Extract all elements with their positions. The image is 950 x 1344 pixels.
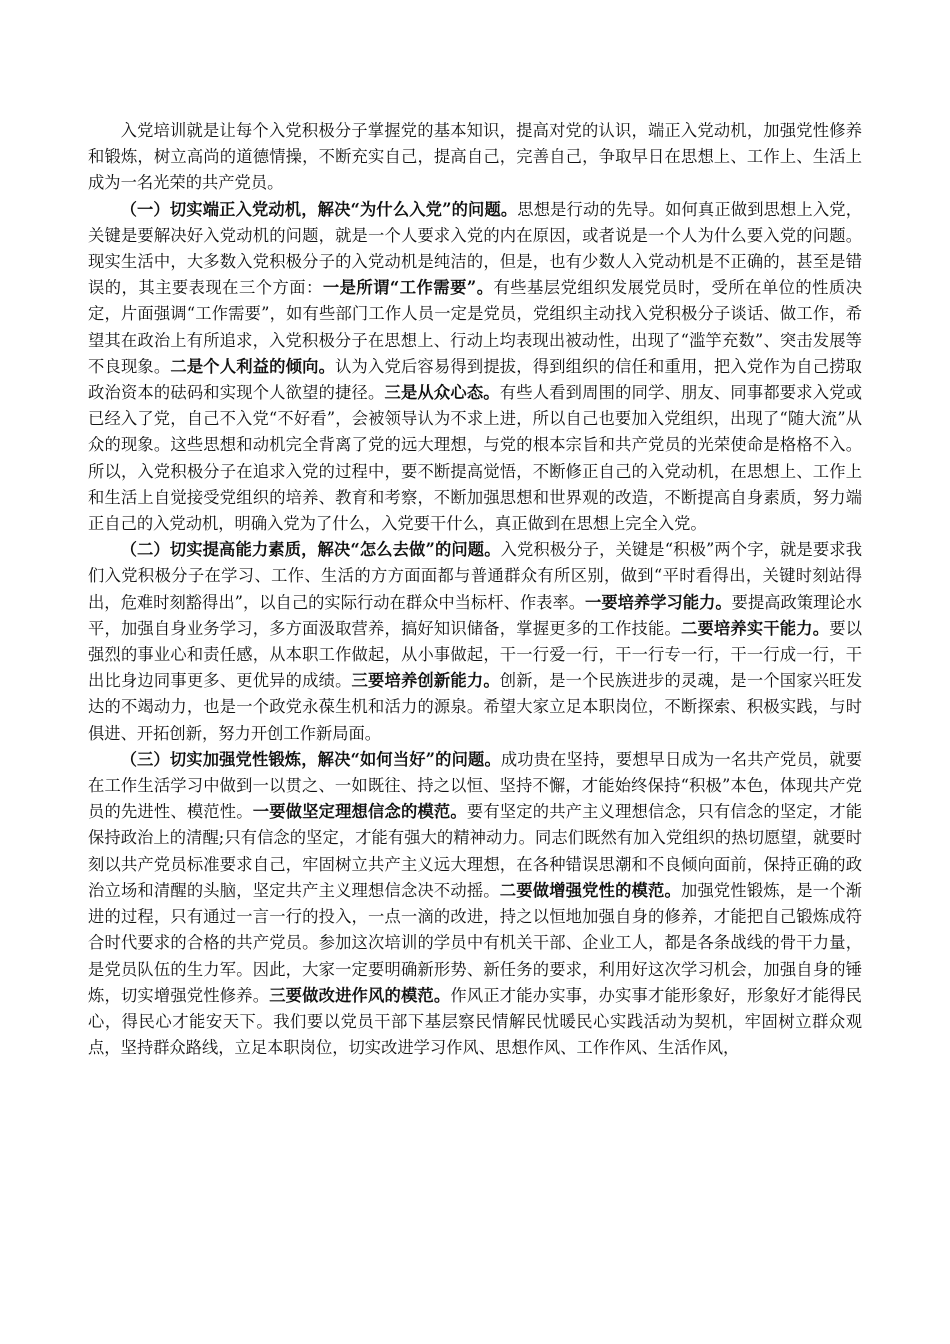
text-run: 入党培训就是让每个入党积极分子掌握党的基本知识，提高对党的认识，端正入党动机，加强党性修养和锻炼，树立高尚的道德情操，不断充实自己，提高自己，完善自己，争取早日在思想上、工作上、生活上成为一名光荣的共产党员。 bbox=[88, 121, 862, 193]
bold-point: 三要做改进作风的模范。 bbox=[269, 985, 451, 1005]
text-run: 入党积极分子，关键是“积极”两个字，就是要求我们入党积极分子在学习、工作、生活的方方面面都与普通群众有所区别，做到“平时看得出，关键时刻站得出，危难时刻豁得出”，以自己的实际行动在群众中当标杆、作表率。 bbox=[88, 540, 862, 612]
bold-point: 二是个人利益的倾向。 bbox=[170, 356, 336, 376]
paragraph-section-1 bbox=[88, 197, 862, 538]
section-heading: （三）切实加强党性锻炼，解决“如何当好”的问题。 bbox=[120, 749, 501, 769]
paragraph-intro bbox=[88, 118, 862, 197]
text-run: 加强党性锻炼，是一个渐进的过程，只有通过一言一行的投入，一点一滴的改进，持之以恒地加强自身的修养，才能把自己锻炼成符合时代要求的合格的共产党员。参加这次培训的学员中有机关干部、企业工人，都是各条战线的骨干力量，是党员队伍的生力军。因此，大家一定要明确新形势、新任务的要求，利用好这次学习机会，加强自身的锤炼，切实增强党性修养。 bbox=[88, 880, 862, 1005]
section-heading: （一）切实端正入党动机，解决“为什么入党”的问题。 bbox=[120, 199, 518, 219]
bold-point: 一是所谓“工作需要”。 bbox=[322, 278, 494, 298]
text-run: 要提高政策理论水平，加强自身业务学习，多方面汲取营养，搞好知识储备，掌握更多的工作技能。 bbox=[88, 592, 862, 638]
paragraph-section-3 bbox=[88, 747, 862, 1061]
document-body bbox=[88, 118, 862, 1061]
bold-point: 一要做坚定理想信念的模范。 bbox=[252, 802, 467, 822]
bold-point: 二要做增强党性的模范。 bbox=[499, 880, 681, 900]
paragraph-section-2 bbox=[88, 537, 862, 747]
text-run: 成功贵在坚持，要想早日成为一名共产党员，就要在工作生活学习中做到一以贯之、一如既往、持之以恒、坚持不懈，才能始终保持“积极”本色，体现共产党员的先进性、模范性。 bbox=[88, 749, 862, 822]
bold-point: 三是从众心态。 bbox=[384, 383, 500, 403]
section-heading: （二）切实提高能力素质，解决“怎么去做”的问题。 bbox=[120, 540, 501, 560]
text-run: 思想是行动的先导。如何真正做到思想上入党，关键是要解决好入党动机的问题，就是一个人要求入党的内在原因，或者说是一个人为什么要入党的问题。现实生活中，大多数入党积极分子的入党动机是纯洁的，但是，也有少数人入党动机是不正确的，甚至是错误的，其主要表现在三个方面： bbox=[88, 199, 862, 298]
bold-point: 二要培养实干能力。 bbox=[680, 618, 830, 638]
text-run: 有些人看到周围的同学、朋友、同事都要求入党或已经入了党，自己不入党“不好看”，会被领导认为不求上进，所以自己也要加入党组织，出现了“随大流”从众的现象。这些思想和动机完全背离了党的远大理想，与党的根本宗旨和共产党员的光荣使命是格格不入。所以，入党积极分子在追求入党的过程中，要不断提高觉悟，不断修正自己的入党动机，在思想上、工作上和生活上自觉接受党组织的培养、教育和考察，不断加强思想和世界观的改造，不断提高自身素质，努力端正自己的入党动机，明确入党为了什么，入党要干什么，真正做到在思想上完全入党。 bbox=[88, 383, 862, 534]
text-run: 认为入党后容易得到提拔，得到组织的信任和重用，把入党作为自己捞取政治资本的砝码和实现个人欲望的捷径。 bbox=[88, 356, 862, 403]
text-run: 创新，是一个民族进步的灵魂，是一个国家兴旺发达的不竭动力，也是一个政党永葆生机和活力的源泉。希望大家立足本职岗位，不断探索、积极实践，与时俱进、开拓创新，努力开创工作新局面。 bbox=[88, 671, 862, 743]
bold-point: 一要培养学习能力。 bbox=[585, 592, 732, 612]
bold-point: 三要培养创新能力。 bbox=[351, 671, 500, 691]
text-run: 要以强烈的事业心和责任感，从本职工作做起，从小事做起，干一行爱一行，干一行专一行，干一行成一行，干出比身边同事更多、更优异的成绩。 bbox=[88, 618, 862, 691]
text-run: 要有坚定的共产主义理想信念，只有信念的坚定，才能保持政治上的清醒;只有信念的坚定，才能有强大的精神动力。同志们既然有加入党组织的热切愿望，就要时刻以共产党员标准要求自己，牢固树立共产主义远大理想，在各种错误思潮和不良倾向面前，保持正确的政治立场和清醒的头脑，坚定共产主义理想信念决不动摇。 bbox=[88, 802, 862, 900]
text-run: 作风正才能办实事，办实事才能形象好，形象好才能得民心，得民心才能安天下。我们要以党员干部下基层察民情解民忧暖民心实践活动为契机，牢固树立群众观点，坚持群众路线，立足本职岗位，切实改进学习作风、思想作风、工作作风、生活作风， bbox=[88, 985, 862, 1058]
text-run: 有些基层党组织发展党员时，受所在单位的性质决定，片面强调“工作需要”，如有些部门工作人员一定是党员，党组织主动找入党积极分子谈话、做工作，希望其在政治上有所追求，入党积极分子在思想上、行动上均表现出被动性，出现了“滥竽充数”、突击发展等不良现象。 bbox=[88, 278, 862, 376]
